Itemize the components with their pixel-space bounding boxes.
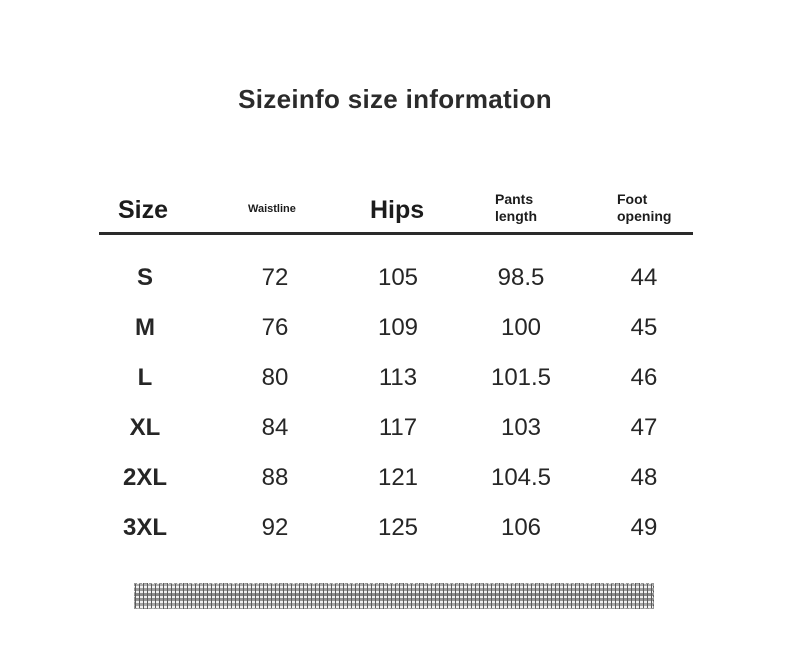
table-row [0,303,790,353]
header-hips: Hips [370,196,425,224]
table-row [0,403,790,453]
table-row [0,253,790,303]
cell-hips: 121 [377,464,419,491]
cell-pants-length: 106 [500,514,542,541]
cell-foot-opening: 44 [630,264,658,291]
cell-size: 2XL [122,464,167,491]
size-table-body [0,253,790,553]
cell-hips: 113 [378,364,418,391]
cell-foot-opening: 47 [630,414,658,441]
cell-waistline: 88 [261,464,289,491]
cell-foot-opening: 49 [630,514,658,541]
header-foot-opening [617,191,671,225]
cell-waistline: 92 [261,514,289,541]
header-divider [99,232,693,235]
cell-size: L [137,364,153,391]
header-pants-length [495,191,537,225]
decorative-pattern-strip [134,583,654,609]
table-header [98,190,692,232]
cell-waistline: 84 [261,414,289,441]
cell-pants-length: 104.5 [490,464,552,491]
cell-foot-opening: 45 [630,314,658,341]
cell-pants-length: 98.5 [497,264,545,291]
header-pants-length-line2: length [495,208,537,224]
cell-size: M [135,314,155,341]
page-title: Sizeinfo size information [238,84,552,114]
cell-waistline: 72 [261,264,289,291]
cell-pants-length: 103 [500,414,542,441]
cell-hips: 125 [377,514,419,541]
table-row [0,453,790,503]
header-size: Size [118,196,169,224]
cell-foot-opening: 46 [630,364,658,391]
table-row [0,503,790,553]
header-foot-opening-line2: opening [617,208,672,224]
cell-size: S [136,264,153,291]
cell-pants-length: 101.5 [490,364,552,391]
cell-foot-opening: 48 [630,464,658,491]
header-pants-length-line1: Pants [495,191,534,207]
cell-hips: 109 [377,314,419,341]
cell-size: 3XL [122,514,167,541]
cell-size: XL [129,414,161,441]
header-waistline: Waistline [248,203,296,215]
table-row [0,353,790,403]
cell-pants-length: 100 [500,314,542,341]
header-foot-opening-line1: Foot [617,191,648,207]
cell-waistline: 76 [261,314,289,341]
cell-hips: 105 [377,264,419,291]
cell-hips: 117 [378,414,418,441]
cell-waistline: 80 [261,364,289,391]
